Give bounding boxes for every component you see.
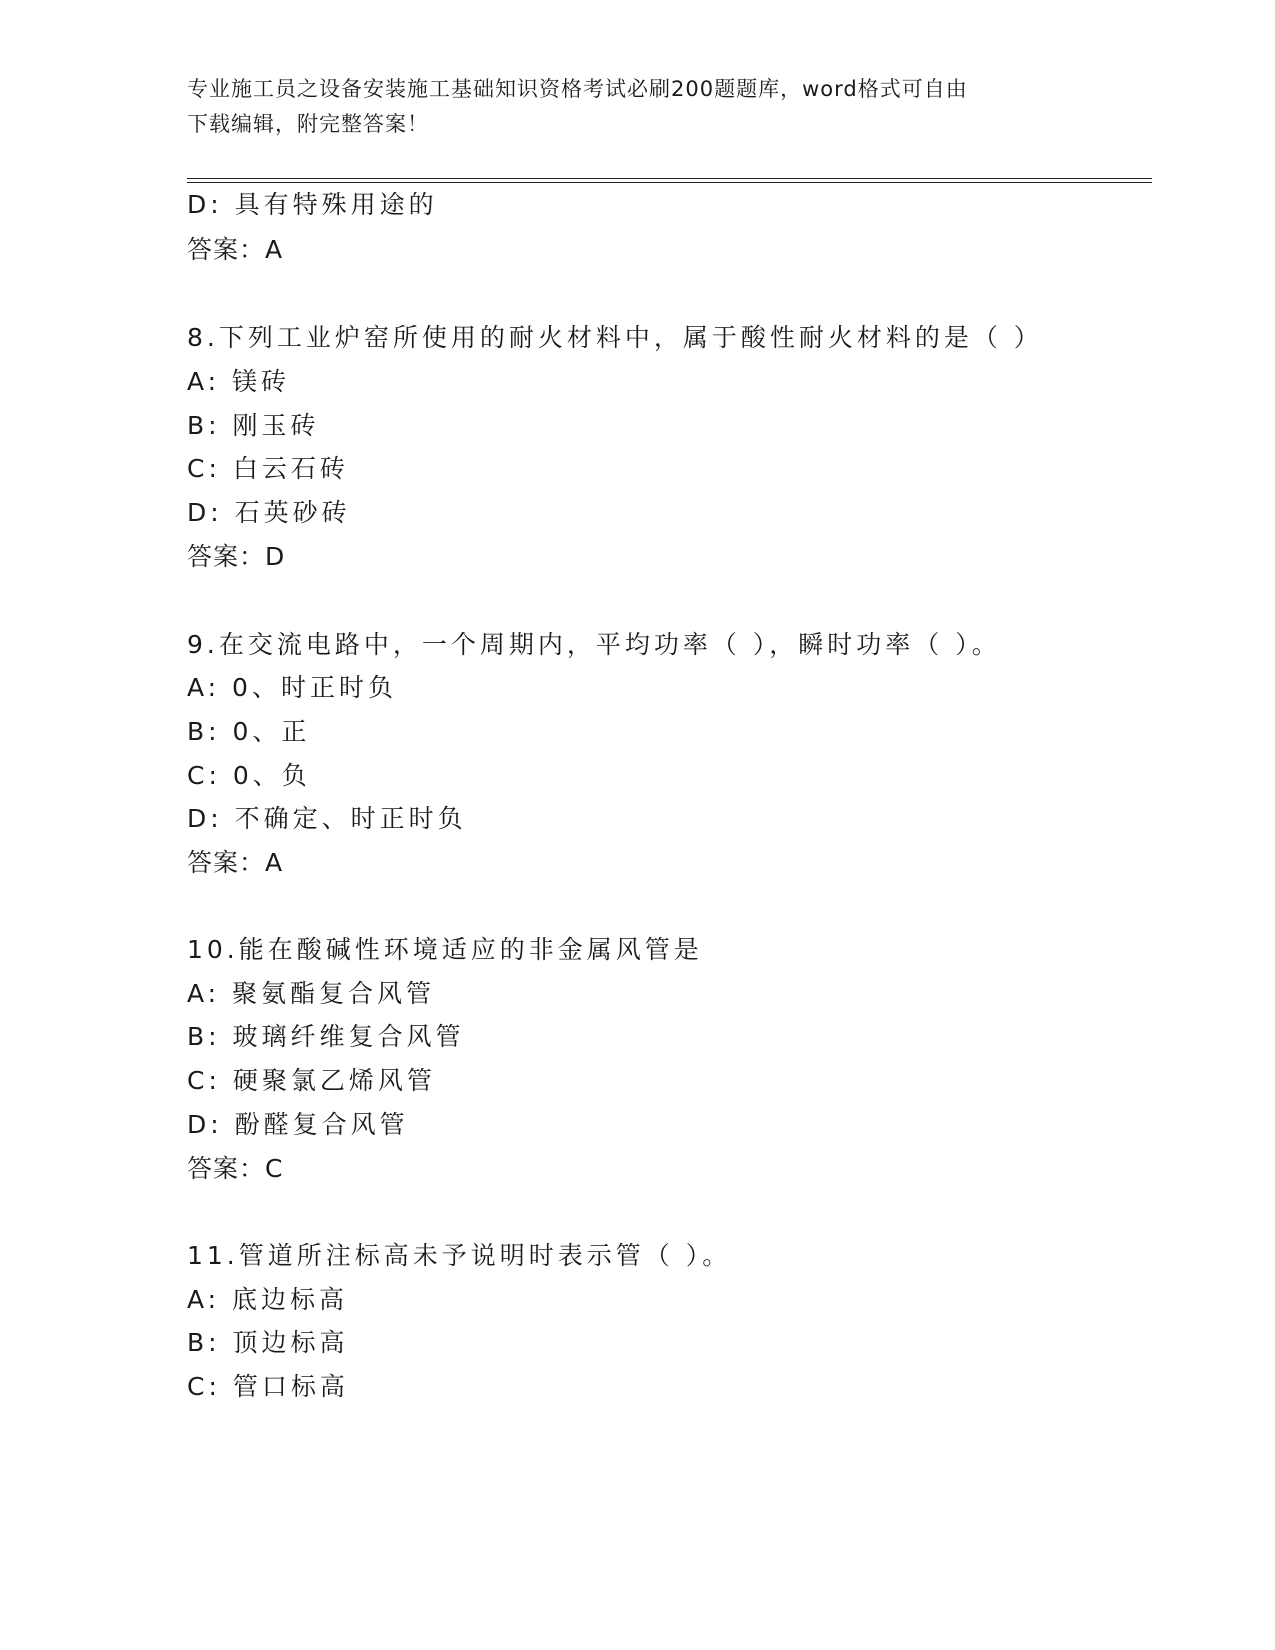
question-11-option-a: A: 底边标高 <box>187 1285 349 1314</box>
question-8-option-c: C: 白云石砖 <box>187 454 349 483</box>
question-10-option-b: B: 玻璃纤维复合风管 <box>187 1022 465 1051</box>
question-9-option-b: B: 0、正 <box>187 717 311 746</box>
question-9-option-d: D: 不确定、时正时负 <box>187 804 467 833</box>
question-10-option-c: C: 硬聚氯乙烯风管 <box>187 1066 436 1095</box>
header-divider-top <box>187 178 1152 179</box>
question-9-option-c: C: 0、负 <box>187 761 311 790</box>
document-header <box>187 72 1087 142</box>
question-11-option-b: B: 顶边标高 <box>187 1328 349 1357</box>
question-8-option-d: D: 石英砂砖 <box>187 498 351 527</box>
question-10-answer: 答案：C <box>187 1154 284 1183</box>
option-d: D: 具有特殊用途的 <box>187 190 438 219</box>
question-11-option-c: C: 管口标高 <box>187 1372 349 1401</box>
question-10-option-d: D: 酚醛复合风管 <box>187 1110 409 1139</box>
header-line-2: 下载编辑，附完整答案！ <box>187 112 429 136</box>
header-divider-bottom <box>187 182 1152 183</box>
question-8-answer: 答案：D <box>187 542 286 571</box>
question-9-stem: 9.在交流电路中，一个周期内，平均功率（ ），瞬时功率（ ）。 <box>187 630 1001 659</box>
question-10-stem: 10.能在酸碱性环境适应的非金属风管是 <box>187 935 703 964</box>
question-9-option-a: A: 0、时正时负 <box>187 673 397 702</box>
question-10-option-a: A: 聚氨酯复合风管 <box>187 979 436 1008</box>
answer: 答案：A <box>187 235 284 264</box>
question-11-stem: 11.管道所注标高未予说明时表示管（ ）。 <box>187 1241 732 1270</box>
question-8-stem: 8.下列工业炉窑所使用的耐火材料中，属于酸性耐火材料的是（ ） <box>187 323 1043 352</box>
question-9-answer: 答案：A <box>187 848 284 877</box>
question-8-option-a: A: 镁砖 <box>187 367 291 396</box>
question-8-option-b: B: 刚玉砖 <box>187 411 320 440</box>
header-line-1: 专业施工员之设备安装施工基础知识资格考试必刷200题题库，word格式可自由 <box>187 77 968 101</box>
